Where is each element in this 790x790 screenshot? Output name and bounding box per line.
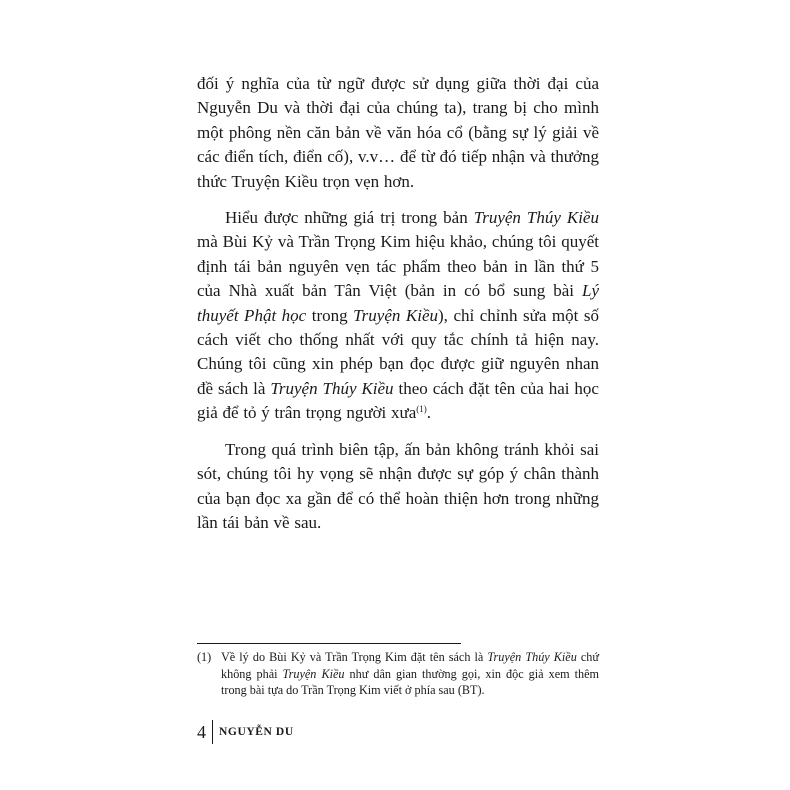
italic-title: Lý thuyết Phật học xyxy=(197,281,599,325)
paragraph-2-text: ), chỉ chỉnh sửa một số cách viết cho thống nhất với quy tắc chính tả hiện nay. Chúng tôi cũng xin phép bạn đọc được giữ nguyên nhan đề sách là xyxy=(197,305,599,398)
italic-title: Truyện Thúy Kiều xyxy=(473,208,599,228)
paragraph-2-text: theo cách đặt tên của hai học giả để tỏ ý trân trọng người xưa xyxy=(197,378,599,423)
italic-title: Truyện Kiều xyxy=(353,305,439,325)
paragraph-2-text: mà Bùi Kỷ và Trần Trọng Kim hiệu khảo, chúng tôi quyết định tái bản nguyên vẹn tác phẩm theo bản in lần thứ 5 của Nhà xuất bản Tân Việt (bản in có bổ sung bài xyxy=(197,232,599,301)
footnote-number: (1) xyxy=(197,650,212,664)
body-text xyxy=(197,72,599,535)
running-head: NGUYỄN DU xyxy=(219,726,294,738)
footnote-divider xyxy=(197,643,461,644)
footnote-text xyxy=(221,649,599,699)
paragraph-2-text: trong xyxy=(306,305,354,325)
footnote-text-part: như dân gian thường gọi, xin độc giả xem thêm trong bài tựa do Trần Trọng Kim viết ở phía sau (BT). xyxy=(221,666,600,697)
footnote-reference[interactable]: (1) xyxy=(416,404,427,415)
footnote-text-part: chứ không phải xyxy=(221,650,600,681)
italic-title: Truyện Thúy Kiều xyxy=(270,378,394,398)
page-footer xyxy=(197,720,294,744)
paragraph-2-text: . xyxy=(426,403,432,423)
page-number: 4 xyxy=(197,722,206,742)
italic-title: Truyện Thúy Kiều xyxy=(487,650,577,664)
paragraph-2-text: Hiểu được những giá trị trong bản xyxy=(225,208,474,228)
paragraph-2 xyxy=(197,206,599,426)
footer-divider xyxy=(212,720,213,744)
paragraph-3: Trong quá trình biên tập, ấn bản không tránh khỏi sai sót, chúng tôi hy vọng sẽ nhận được sự góp ý chân thành của bạn đọc xa gần để có thể hoàn thiện hơn trong những lần tái bản về sau. xyxy=(197,439,599,532)
footnote xyxy=(197,649,599,699)
footnote-text-part: Về lý do Bùi Kỷ và Trần Trọng Kim đặt tên sách là xyxy=(221,650,488,664)
italic-title: Truyện Kiều xyxy=(282,666,345,681)
paragraph-1: đối ý nghĩa của từ ngữ được sử dụng giữa thời đại của Nguyễn Du và thời đại của chúng ta), trang bị cho mình một phông nền căn bản về văn hóa cổ (bằng sự lý giải về các điển tích, điển cố), v.v… để từ đó tiếp nhận và thưởng thức Truyện Kiều trọn vẹn hơn. xyxy=(197,74,599,191)
